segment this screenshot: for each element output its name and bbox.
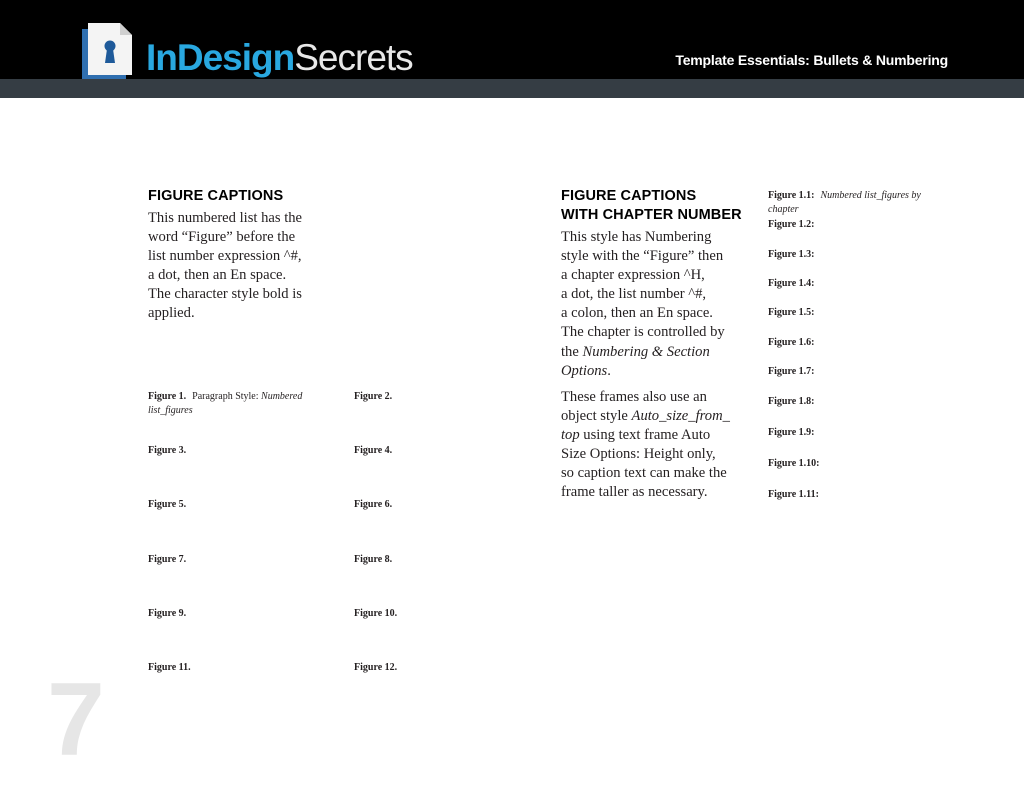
logo-text-secrets: Secrets bbox=[294, 37, 413, 78]
page-number: 7 bbox=[47, 662, 101, 778]
figure-caption bbox=[148, 390, 302, 403]
chapter-figure-caption bbox=[768, 248, 814, 261]
figure-caption-continued bbox=[148, 404, 193, 417]
caption-label: Figure 3. bbox=[148, 445, 187, 456]
right-section-heading bbox=[561, 187, 742, 225]
site-logo-text bbox=[146, 36, 413, 80]
caption-label: Figure 11. bbox=[148, 662, 191, 673]
caption-label: Figure 9. bbox=[148, 608, 187, 619]
body-line: a colon, then an En space. bbox=[561, 305, 713, 322]
caption-text-italic: chapter bbox=[768, 204, 799, 215]
body-line: The character style bold is bbox=[148, 286, 302, 303]
caption-label: Figure 12. bbox=[354, 662, 398, 673]
keyhole-document-icon bbox=[80, 23, 132, 79]
figure-caption bbox=[148, 444, 186, 457]
caption-label: Figure 1.1: bbox=[768, 190, 815, 201]
caption-label: Figure 8. bbox=[354, 554, 393, 565]
figure-caption bbox=[354, 498, 392, 511]
chapter-figure-caption-continued bbox=[768, 203, 799, 216]
right-body-paragraph-2 bbox=[561, 388, 730, 503]
body-line: a chapter expression ^H, bbox=[561, 267, 705, 284]
figure-caption bbox=[148, 607, 186, 620]
figure-caption bbox=[354, 553, 392, 566]
caption-label: Figure 1. bbox=[148, 391, 187, 402]
left-body-paragraph bbox=[148, 209, 302, 324]
caption-label: Figure 1.5: bbox=[768, 307, 815, 318]
body-text-fragment: the bbox=[561, 343, 583, 360]
body-line: applied. bbox=[148, 305, 195, 322]
logo-text-indesign: InDesign bbox=[146, 37, 295, 78]
document-title: Template Essentials: Bullets & Numbering bbox=[675, 52, 948, 68]
figure-caption bbox=[354, 661, 397, 674]
caption-label: Figure 1.2: bbox=[768, 219, 815, 230]
body-line: a dot, the list number ^#, bbox=[561, 286, 707, 303]
body-line bbox=[561, 362, 725, 381]
body-line: This style has Numbering bbox=[561, 229, 712, 245]
chapter-figure-caption bbox=[768, 365, 814, 378]
chapter-figure-caption bbox=[768, 488, 819, 501]
body-line bbox=[561, 407, 730, 426]
body-text-italic: Options bbox=[561, 362, 608, 379]
chapter-figure-caption bbox=[768, 457, 819, 470]
caption-label: Figure 1.6: bbox=[768, 337, 815, 348]
body-line: The chapter is controlled by bbox=[561, 324, 725, 341]
body-line: a dot, then an En space. bbox=[148, 267, 287, 284]
body-text-italic: Auto_size_from_ bbox=[631, 408, 730, 425]
body-line: frame taller as necessary. bbox=[561, 484, 708, 501]
chapter-figure-caption bbox=[768, 306, 814, 319]
header-band bbox=[0, 79, 1024, 98]
body-line: word “Figure” before the bbox=[148, 229, 296, 246]
chapter-figure-caption bbox=[768, 336, 814, 349]
body-text-fragment: object style bbox=[561, 408, 632, 425]
caption-label: Figure 5. bbox=[148, 499, 187, 510]
caption-label: Figure 1.3: bbox=[768, 249, 815, 260]
body-line bbox=[561, 343, 725, 362]
figure-caption bbox=[148, 661, 191, 674]
body-line bbox=[561, 426, 730, 445]
caption-label: Figure 1.4: bbox=[768, 278, 815, 289]
caption-label: Figure 7. bbox=[148, 554, 187, 565]
left-section-heading: FIGURE CAPTIONS bbox=[148, 188, 284, 204]
caption-text: Paragraph Style: bbox=[192, 391, 262, 402]
caption-label: Figure 10. bbox=[354, 608, 398, 619]
heading-line: FIGURE CAPTIONS bbox=[561, 188, 697, 204]
chapter-figure-caption bbox=[768, 426, 814, 439]
body-line: Size Options: Height only, bbox=[561, 446, 716, 463]
caption-label: Figure 1.10: bbox=[768, 458, 820, 469]
body-text-italic: top bbox=[561, 427, 580, 444]
caption-text-italic: list_figures bbox=[148, 405, 193, 416]
caption-text-italic: Numbered bbox=[261, 391, 303, 402]
chapter-figure-caption bbox=[768, 189, 921, 202]
caption-label: Figure 1.9: bbox=[768, 427, 815, 438]
caption-label: Figure 6. bbox=[354, 499, 393, 510]
body-text-fragment: . bbox=[607, 362, 611, 379]
figure-caption bbox=[148, 498, 186, 511]
body-line: This numbered list has the bbox=[148, 210, 303, 226]
caption-label: Figure 2. bbox=[354, 391, 393, 402]
body-line: style with the “Figure” then bbox=[561, 248, 724, 265]
figure-caption bbox=[148, 553, 186, 566]
caption-label: Figure 4. bbox=[354, 445, 393, 456]
chapter-figure-caption bbox=[768, 395, 814, 408]
body-line: list number expression ^#, bbox=[148, 248, 302, 265]
body-line: These frames also use an bbox=[561, 389, 707, 405]
body-text-italic: Numbering & Section bbox=[582, 343, 710, 360]
chapter-figure-caption bbox=[768, 218, 814, 231]
caption-label: Figure 1.11: bbox=[768, 489, 819, 500]
caption-text-italic: Numbered list_figures by bbox=[820, 190, 921, 201]
figure-caption bbox=[354, 444, 392, 457]
chapter-figure-caption bbox=[768, 277, 814, 290]
figure-caption bbox=[354, 390, 392, 403]
right-body-paragraph-1 bbox=[561, 228, 725, 381]
body-line: so caption text can make the bbox=[561, 465, 727, 482]
heading-line: WITH CHAPTER NUMBER bbox=[561, 207, 742, 223]
body-text-fragment: using text frame Auto bbox=[579, 427, 711, 444]
caption-label: Figure 1.7: bbox=[768, 366, 815, 377]
caption-label: Figure 1.8: bbox=[768, 396, 815, 407]
figure-caption bbox=[354, 607, 397, 620]
